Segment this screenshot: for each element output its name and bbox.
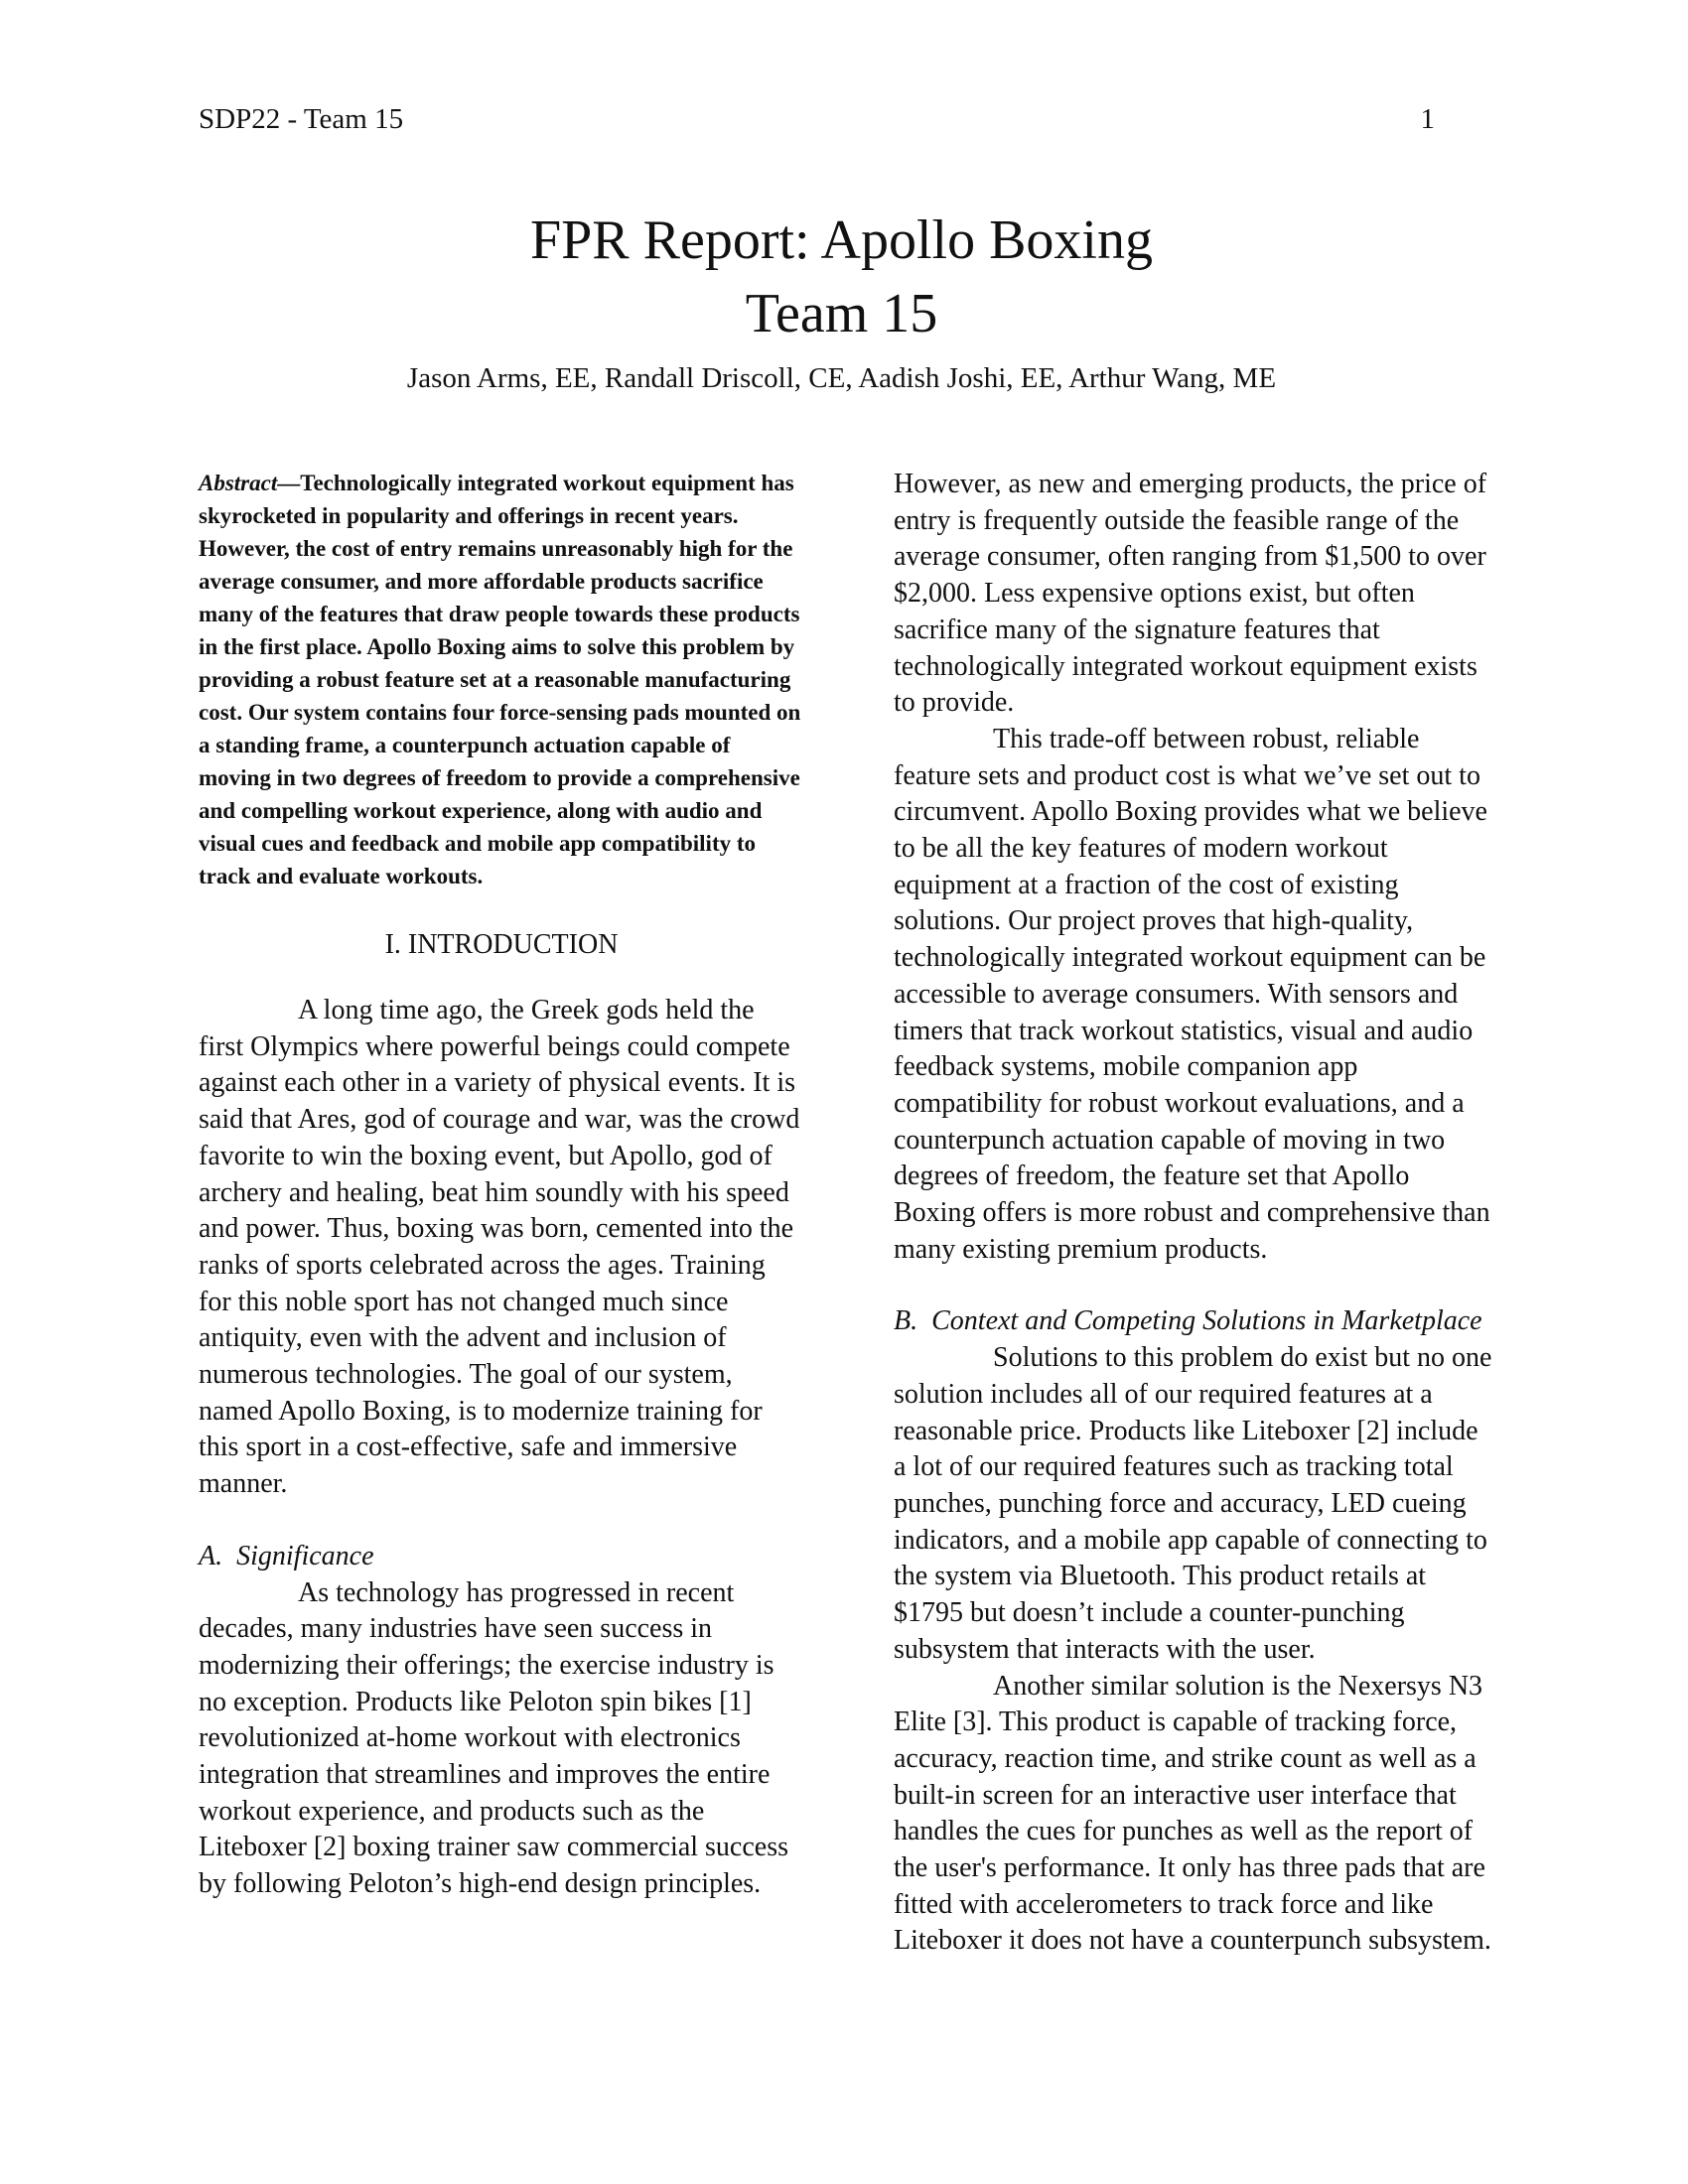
abstract-text: —Technologically integrated workout equipment has skyrocketed in popularity and offerings in recent years. However, the cost of entry remains unreasonably high for the average consumer, and more affordable products sacrifice many of the features that draw people towards these products in the first place. Apollo Boxing aims to solve this problem by providing a robust feature set at a reasonable manufacturing cost. Our system contains four force-sensing pads mounted on a standing frame, a counterpunch actuation capable of moving in two degrees of freedom to provide a comprehensive and compelling workout experience, along with audio and visual cues and feedback and mobile app compatibility to track and evaluate workouts. xyxy=(199,471,801,888)
author-list: Jason Arms, EE, Randall Driscoll, CE, Aadish Joshi, EE, Arthur Wang, ME xyxy=(406,362,1277,394)
paper-title: FPR Report: Apollo Boxing xyxy=(530,209,1153,271)
subsection-title: Context and Competing Solutions in Marketplace xyxy=(931,1305,1482,1337)
subsection-number: B. xyxy=(894,1305,918,1337)
page-number: 1 xyxy=(1420,103,1435,135)
significance-paragraph-3: This trade-off between robust, reliable feature sets and product cost is what we’ve set out to circumvent. Apollo Boxing provides what we believe to be all the key features of modern workout equipment at a fraction of the cost of existing solutions. Our project proves that high-quality, technologically integrated workout equipment can be accessible to average consumers. With sensors and timers that track workout statistics, visual and audio feedback systems, mobile companion app compatibility for robust workout evaluations, and a counterpunch actuation capable of moving in two degrees of freedom, the feature set that Apollo Boxing offers is more robust and comprehensive than many existing premium products. xyxy=(894,723,1490,1265)
paper-subtitle: Team 15 xyxy=(745,283,938,344)
abstract-lead: Abstract xyxy=(199,471,278,495)
title-block xyxy=(199,204,1484,398)
abstract xyxy=(199,467,804,892)
subsection-title: Significance xyxy=(236,1540,374,1571)
significance-paragraph-2: However, as new and emerging products, the price of entry is frequently outside the feasible range of the average consumer, often ranging from $1,500 to over $2,000. Less expensive options exist, but often sacrifice many of the signature features that technologically integrated workout equipment exists to provide. xyxy=(894,469,1487,719)
context-paragraph-1: Solutions to this problem do exist but no one solution includes all of our required features at a reasonable price. Products like Liteboxer [2] include a lot of our required features such as tracking total punches, punching force and accuracy, LED cueing indicators, and a mobile app capable of connecting to the system via Bluetooth. This product retails at $1795 but doesn’t include a counter-punching subsystem that interacts with the user. xyxy=(894,1342,1492,1665)
subsection-heading-significance xyxy=(199,1539,804,1575)
right-column xyxy=(894,467,1494,1960)
subsection-heading-context xyxy=(894,1303,1494,1340)
section-heading-introduction: I. INTRODUCTION xyxy=(384,929,619,960)
running-header xyxy=(199,99,1435,139)
running-title: SDP22 - Team 15 xyxy=(199,103,404,135)
introduction-paragraph: A long time ago, the Greek gods held the first Olympics where powerful beings could compete against each other in a variety of physical events. It is said that Ares, god of courage and war, was the crowd favorite to win the boxing event, but Apollo, god of archery and healing, beat him soundly with his speed and power. Thus, boxing was born, cemented into the ranks of sports celebrated across the ages. Training for this noble sport has not changed much since antiquity, even with the advent and inclusion of numerous technologies. The goal of our system, named Apollo Boxing, is to modernize training for this sport in a cost-effective, safe and immersive manner. xyxy=(199,995,800,1500)
context-paragraph-2: Another similar solution is the Nexersys N3 Elite [3]. This product is capable of tracking force, accuracy, reaction time, and strike count as well as a built-in screen for an interactive user interface that handles the cues for punches as well as the report of the user's performance. It only has three pads that are fitted with accelerometers to track force and like Liteboxer it does not have a counterpunch subsystem. xyxy=(894,1670,1491,1957)
subsection-number: A. xyxy=(199,1540,223,1571)
left-column xyxy=(199,467,804,1903)
significance-paragraph-1: As technology has progressed in recent decades, many industries have seen success in modernizing their offerings; the exercise industry is no exception. Products like Peloton spin bikes [1] revolutionized at-home workout with electronics integration that streamlines and improves the entire workout experience, and products such as the Liteboxer [2] boxing trainer saw commercial success by following Peloton’s high-end design principles. xyxy=(199,1576,789,1900)
